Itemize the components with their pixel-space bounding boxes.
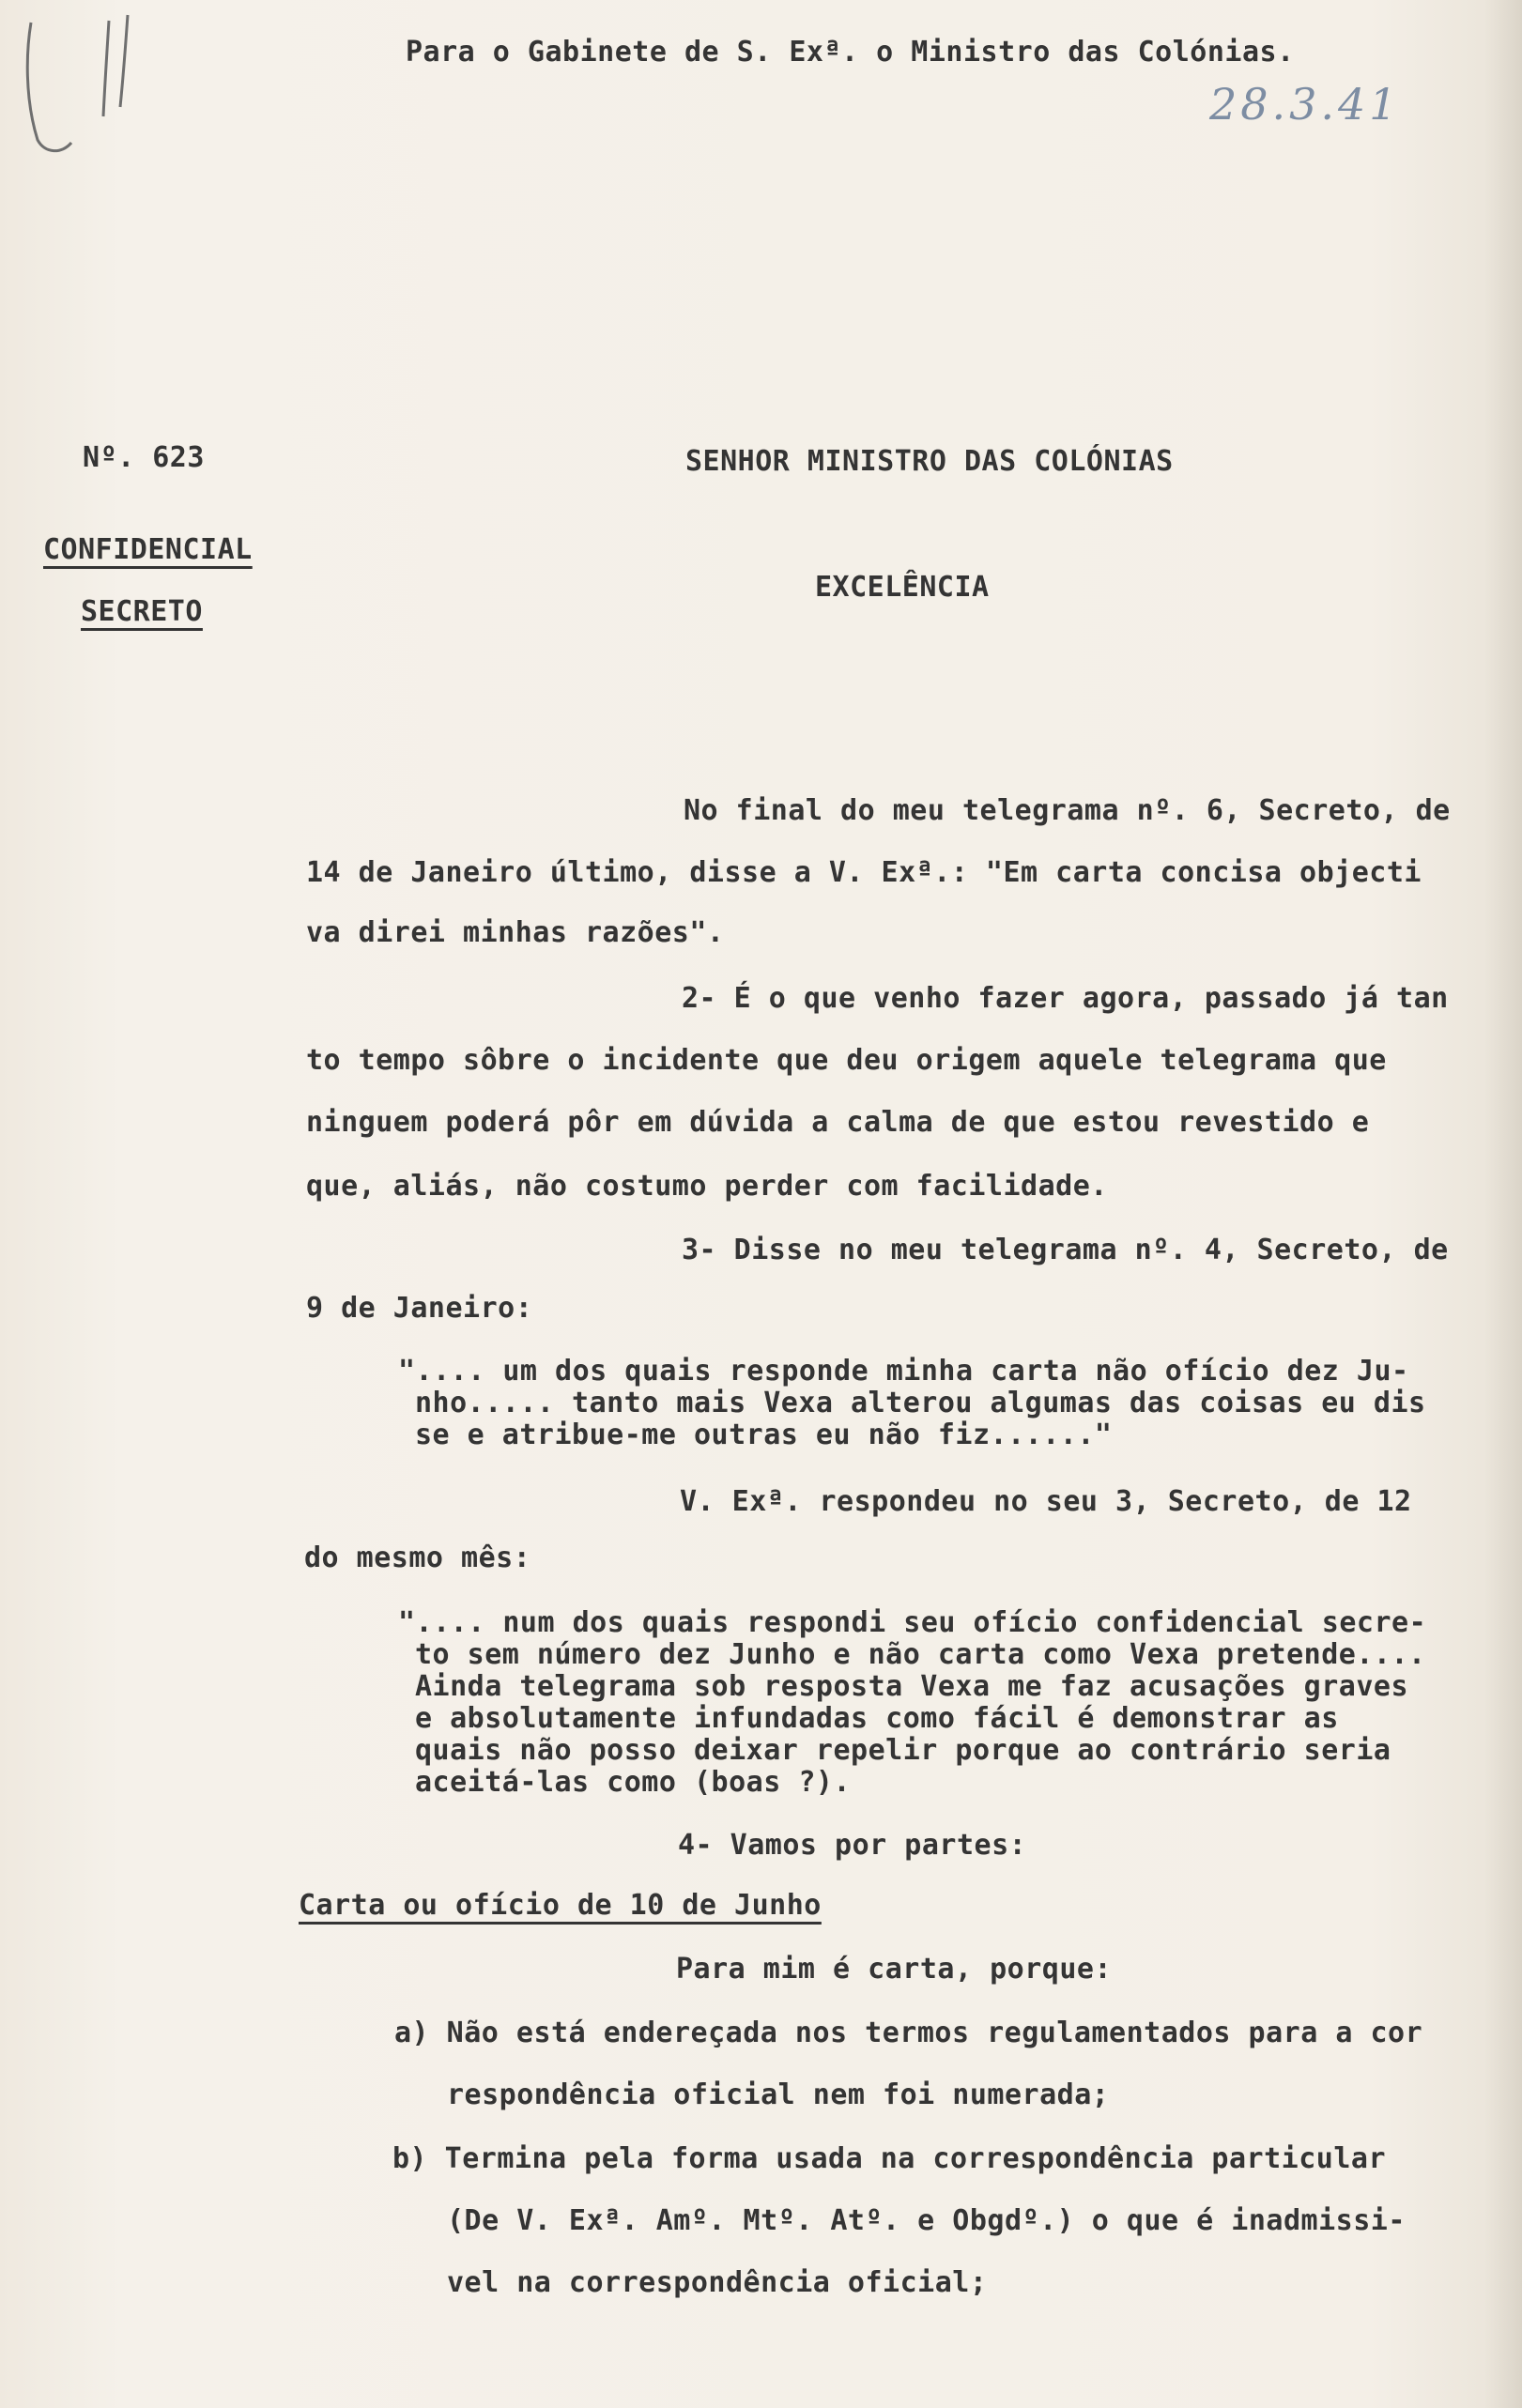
list-item-line: b) Termina pela forma usada na correspondência particular: [392, 2142, 1387, 2175]
classification-secreto: SECRETO: [81, 595, 203, 628]
quote-line: Ainda telegrama sob resposta Vexa me faz acusações graves: [415, 1670, 1409, 1703]
body-line: 4- Vamos por partes:: [678, 1829, 1027, 1862]
quote-line: nho..... tanto mais Vexa alterou algumas das coisas eu dis: [415, 1387, 1426, 1419]
body-line: 2- É o que venho fazer agora, passado já tan: [682, 982, 1449, 1015]
quote-line: ".... um dos quais responde minha carta não ofício dez Ju-: [398, 1355, 1409, 1388]
body-line: No final do meu telegrama nº. 6, Secreto, de: [684, 794, 1451, 827]
list-item-line: (De V. Exª. Amº. Mtº. Atº. e Obgdº.) o que é inadmissi-: [447, 2204, 1406, 2237]
body-line: va direi minhas razões".: [306, 916, 725, 949]
quote-line: se e atribue-me outras eu não fiz......": [415, 1419, 1113, 1451]
body-line: 14 de Janeiro último, disse a V. Exª.: "Em carta concisa objecti: [306, 856, 1422, 889]
section-heading: Carta ou ofício de 10 de Junho: [299, 1889, 822, 1922]
addressee-line: Para o Gabinete de S. Exª. o Ministro das Colónias.: [406, 36, 1295, 69]
body-line: do mesmo mês:: [304, 1541, 531, 1574]
body-line: V. Exª. respondeu no seu 3, Secreto, de 12: [680, 1485, 1412, 1518]
body-line: Para mim é carta, porque:: [676, 1953, 1113, 1986]
body-line: ninguem poderá pôr em dúvida a calma de que estou revestido e: [306, 1106, 1370, 1139]
recipient-title: SENHOR MINISTRO DAS COLÓNIAS: [685, 445, 1174, 478]
list-item-line: respondência oficial nem foi numerada;: [447, 2078, 1110, 2111]
quote-line: quais não posso deixar repelir porque ao contrário seria: [415, 1734, 1391, 1767]
handwritten-mark: [17, 13, 130, 154]
body-line: to tempo sôbre o incidente que deu origem aquele telegrama que: [306, 1044, 1387, 1077]
list-item-line: vel na correspondência oficial;: [447, 2266, 988, 2299]
document-number: Nº. 623: [83, 441, 205, 474]
list-item-line: a) Não está endereçada nos termos regulamentados para a cor: [394, 2017, 1423, 2049]
body-line: que, aliás, não costumo perder com facilidade.: [306, 1170, 1108, 1203]
handwritten-date: 28.3.41: [1209, 79, 1401, 130]
quote-line: e absolutamente infundadas como fácil é demonstrar as: [415, 1702, 1339, 1735]
quote-line: aceitá-las como (boas ?).: [415, 1766, 852, 1799]
body-line: 9 de Janeiro:: [306, 1292, 533, 1325]
greeting: EXCELÊNCIA: [815, 571, 990, 604]
body-line: 3- Disse no meu telegrama nº. 4, Secreto, de: [682, 1234, 1449, 1266]
quote-line: to sem número dez Junho e não carta como Vexa pretende....: [415, 1638, 1426, 1671]
classification-confidencial: CONFIDENCIAL: [43, 533, 253, 566]
quote-line: ".... num dos quais respondi seu ofício confidencial secre-: [398, 1606, 1427, 1639]
